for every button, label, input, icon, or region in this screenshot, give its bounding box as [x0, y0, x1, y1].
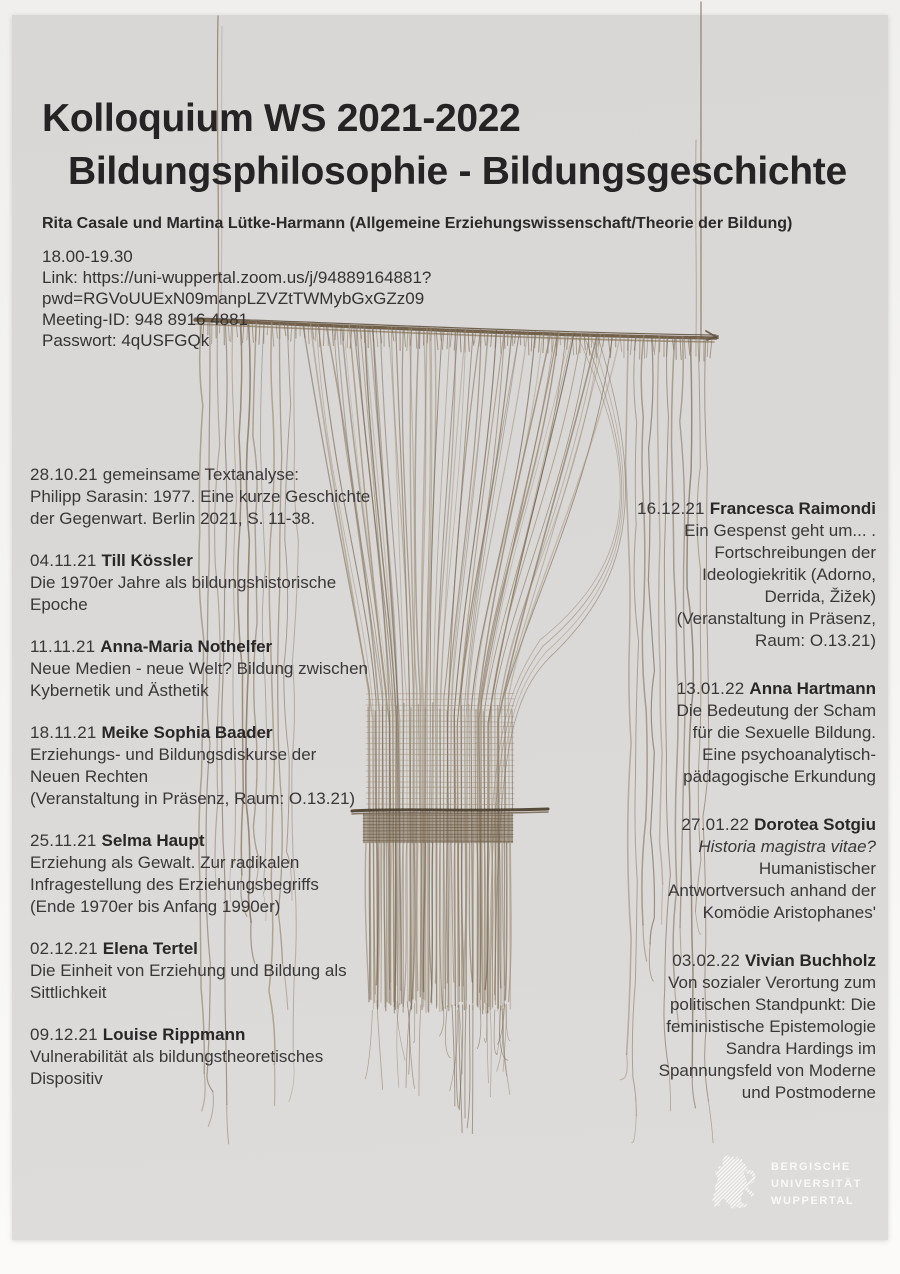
- event-topic-line: und Postmoderne: [741, 1083, 876, 1102]
- event-date: 28.10.21: [30, 465, 98, 484]
- event-date: 02.12.21: [30, 939, 98, 958]
- event-item: [581, 678, 876, 788]
- zoom-link-line2: pwd=RGVoUUExN09manpLZVZtTWMybGxGZz09: [42, 289, 425, 308]
- event-topic-line: (Ende 1970er bis Anfang 1990er): [30, 897, 281, 916]
- event-topic-line: Derrida, Žižek): [764, 587, 876, 606]
- event-topic-line: Vulnerabilität als bildungstheoretisches: [30, 1047, 324, 1066]
- event-speaker: Elena Tertel: [102, 939, 198, 958]
- event-item: [30, 636, 475, 702]
- event-item: [581, 498, 876, 652]
- event-topic-line: gemeinsame Textanalyse:: [102, 465, 300, 484]
- logo-line: UNIVERSITÄT: [771, 1178, 862, 1190]
- logo-line: WUPPERTAL: [771, 1195, 855, 1207]
- event-date: 09.12.21: [30, 1025, 98, 1044]
- session-time: 18.00-19.30: [42, 247, 133, 266]
- event-date: 03.02.22: [672, 951, 740, 970]
- event-topic-line: Kybernetik und Ästhetik: [30, 681, 209, 700]
- event-topic-line: Dispositiv: [30, 1069, 103, 1088]
- university-logo: [710, 1152, 862, 1212]
- event-item: [30, 938, 475, 1004]
- event-topic-line: Sandra Hardings im: [725, 1039, 876, 1058]
- event-item: [30, 1024, 475, 1090]
- event-speaker: Till Kössler: [101, 551, 193, 570]
- event-topic-line: Antwortversuch anhand der: [668, 881, 876, 900]
- zoom-link-line1: Link: https://uni-wuppertal.zoom.us/j/94889164881?: [42, 268, 432, 287]
- event-topic-line: Die 1970er Jahre als bildungshistorische: [30, 573, 337, 592]
- event-topic-line: Erziehungs- und Bildungsdiskurse der: [30, 745, 317, 764]
- event-topic-line: feministische Epistemologie: [666, 1017, 876, 1036]
- event-topic-line: Von sozialer Verortung zum: [668, 973, 876, 992]
- poster-title-line2: Bildungsphilosophie - Bildungsgeschichte: [68, 150, 847, 193]
- event-item: [30, 722, 475, 810]
- event-topic-line: Sittlichkeit: [30, 983, 107, 1002]
- logo-line: BERGISCHE: [771, 1161, 851, 1173]
- schedule-left-column: [30, 464, 475, 1110]
- event-topic-line: Komödie Aristophanes': [702, 903, 876, 922]
- event-topic-line: pädagogische Erkundung: [683, 767, 876, 786]
- event-date: 11.11.21: [30, 637, 96, 656]
- event-date: 27.01.22: [681, 815, 750, 834]
- event-topic-line: Die Bedeutung der Scham: [676, 701, 876, 720]
- event-topic-line: Fortschreibungen der: [714, 543, 876, 562]
- event-topic-line: Humanistischer: [758, 859, 876, 878]
- event-item: [30, 830, 475, 918]
- event-speaker: Dorotea Sotgiu: [754, 815, 876, 834]
- schedule-right-column: [581, 498, 876, 1130]
- event-item: [581, 814, 876, 924]
- event-topic-line: politischen Standpunkt: Die: [669, 995, 876, 1014]
- university-lion-icon: [710, 1152, 760, 1212]
- event-date: 16.12.21: [636, 499, 705, 518]
- event-speaker: Anna-Maria Nothelfer: [100, 637, 273, 656]
- event-topic-line: Erziehung als Gewalt. Zur radikalen: [30, 853, 300, 872]
- event-speaker: Anna Hartmann: [749, 679, 876, 698]
- event-date: 04.11.21: [30, 551, 97, 570]
- meeting-password: Passwort: 4qUSFGQk: [42, 331, 210, 350]
- event-speaker: Selma Haupt: [101, 831, 205, 850]
- event-topic-line: für die Sexuelle Bildung.: [692, 723, 876, 742]
- event-item: [581, 950, 876, 1104]
- event-topic-line: Eine psychoanalytisch-: [702, 745, 876, 764]
- event-topic-line: Die Einheit von Erziehung und Bildung als: [30, 961, 347, 980]
- event-topic-line: (Veranstaltung in Präsenz,: [676, 609, 876, 628]
- event-topic-line: Ideologiekritik (Adorno,: [702, 565, 876, 584]
- event-topic-line: Ein Gespenst geht um... .: [684, 521, 876, 540]
- poster-title-line1: Kolloquium WS 2021-2022: [42, 97, 521, 140]
- event-speaker: Louise Rippmann: [102, 1025, 246, 1044]
- session-meta: [42, 246, 431, 351]
- event-topic-line: Neuen Rechten: [30, 767, 149, 786]
- event-date: 25.11.21: [30, 831, 97, 850]
- event-topic-line: Infragestellung des Erziehungsbegriffs: [30, 875, 319, 894]
- organizers-line: Rita Casale und Martina Lütke-Harmann (Allgemeine Erziehungswissenschaft/Theorie der Bildung): [42, 215, 793, 232]
- event-topic-line: der Gegenwart. Berlin 2021, S. 11-38.: [30, 509, 316, 528]
- meeting-id: Meeting-ID: 948 8916 4881: [42, 310, 249, 329]
- event-item: [30, 464, 475, 530]
- event-topic-line: (Veranstaltung in Präsenz, Raum: O.13.21): [30, 789, 356, 808]
- event-date: 18.11.21: [30, 723, 97, 742]
- event-topic-line: Raum: O.13.21): [755, 631, 876, 650]
- event-topic-line: Philipp Sarasin: 1977. Eine kurze Geschichte: [30, 487, 371, 506]
- event-topic-line: Neue Medien - neue Welt? Bildung zwischen: [30, 659, 368, 678]
- event-item: [30, 550, 475, 616]
- event-topic-line: Historia magistra vitae?: [698, 837, 876, 856]
- event-speaker: Meike Sophia Baader: [101, 723, 273, 742]
- event-date: 13.01.22: [676, 679, 745, 698]
- event-speaker: Francesca Raimondi: [709, 499, 876, 518]
- event-topic-line: Spannungsfeld von Moderne: [658, 1061, 876, 1080]
- event-speaker: Vivian Buchholz: [745, 951, 876, 970]
- event-topic-line: Epoche: [30, 595, 88, 614]
